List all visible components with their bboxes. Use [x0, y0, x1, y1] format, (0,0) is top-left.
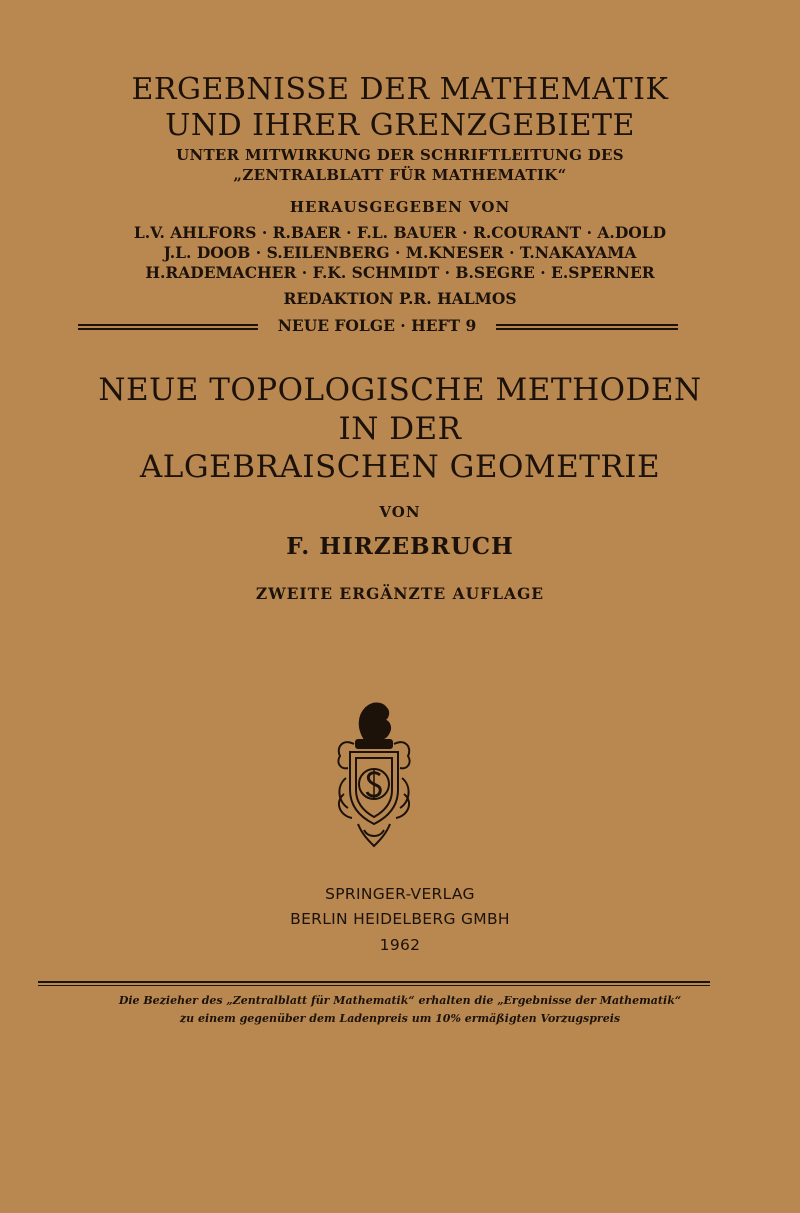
footnote-line1: Die Bezieher des „Zentralblatt für Mathematik“ erhalten die „Ergebnisse der Mathematik“	[118, 994, 682, 1007]
author-name: F. HIRZEBRUCH	[286, 533, 514, 560]
by-label: VON	[379, 503, 421, 521]
footnote-rule	[38, 981, 710, 986]
series-subtitle-line1: UNTER MITWIRKUNG DER SCHRIFTLEITUNG DES	[176, 146, 624, 164]
double-rule-right	[496, 324, 678, 330]
series-subtitle-line2: „ZENTRALBLATT FÜR MATHEMATIK“	[233, 166, 567, 184]
book-title-line1: NEUE TOPOLOGISCHE METHODEN	[98, 372, 702, 408]
springer-knight-icon	[328, 698, 420, 850]
publication-year: 1962	[379, 936, 421, 954]
publisher-name: SPRINGER-VERLAG	[325, 885, 475, 903]
editors-line1: L.V. AHLFORS · R.BAER · F.L. BAUER · R.COURANT · A.DOLD	[133, 223, 667, 242]
series-title-line1: ERGEBNISSE DER MATHEMATIK	[131, 72, 669, 107]
editors-heading: HERAUSGEGEBEN VON	[289, 198, 511, 216]
edition-label: ZWEITE ERGÄNZTE AUFLAGE	[255, 584, 545, 603]
book-title-line2: IN DER	[338, 411, 462, 447]
double-rule-left	[78, 324, 258, 330]
footnote-line2: zu einem gegenüber dem Ladenpreis um 10% ermäßigten Vorzugspreis	[179, 1012, 621, 1025]
publisher-cities: BERLIN HEIDELBERG GMBH	[290, 910, 510, 928]
redaktion: REDAKTION P.R. HALMOS	[283, 289, 517, 308]
book-title-line3: ALGEBRAISCHEN GEOMETRIE	[139, 449, 661, 485]
series-title-line2: UND IHRER GRENZGEBIETE	[165, 108, 635, 143]
editors-line3: H.RADEMACHER · F.K. SCHMIDT · B.SEGRE · E.SPERNER	[145, 263, 655, 282]
series-number: NEUE FOLGE · HEFT 9	[277, 316, 477, 335]
series-number-row	[78, 316, 678, 338]
editors-line2: J.L. DOOB · S.EILENBERG · M.KNESER · T.NAKAYAMA	[163, 243, 637, 262]
